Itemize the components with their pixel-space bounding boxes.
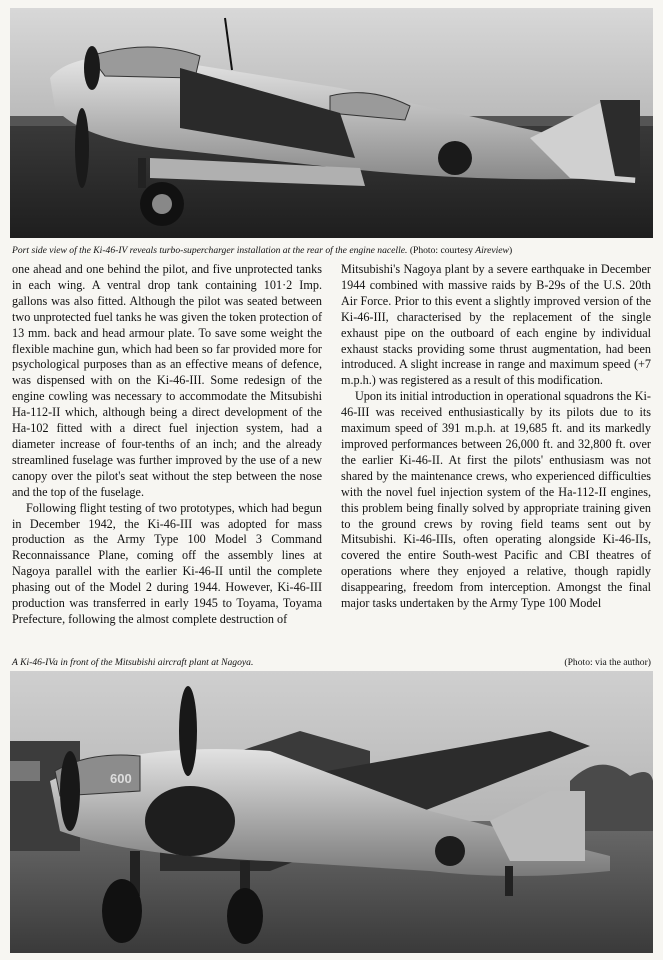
top-caption-credit-suffix: ) (508, 245, 513, 256)
left-paragraph-2: Following flight testing of two prototypes, which had begun in December 1942, the Ki-46-III was adopted for mass production as the Army Type 100 Model 3 Command Reconnaissance Plane, coming off the assembly lines at Nagoya parallel with the earlier Ki-46-II until the complete phasing out of the Model 2 during 1944. However, Ki-46-III production was transferred in early 1945 to Toyama, Toyama Prefecture, following the almost complete destruction of (12, 500, 322, 626)
article-right-column (341, 262, 651, 612)
top-caption-credit-prefix: (Photo: courtesy (409, 245, 473, 256)
top-caption-text: Port side view of the Ki-46-IV reveals turbo-supercharger installation at the rear of the engine nacelle. (12, 245, 408, 256)
right-paragraph-2: Upon its initial introduction in operational squadrons the Ki-46-III was received enthusiastically by its pilots due to its maximum speed of 391 m.p.h. at 19,685 ft. and its markedly improved performances between 26,000 ft. and 32,800 ft. over the earlier Ki-46-II. At first the pilots' enthusiasm was not shared by the maintenance crews, who experienced difficulties with the novel fuel injection system of the Ha-112-II engines, this problem being finally solved by appropriate training given to the ground crews by roving field teams sent out by Mitsubishi. Ki-46-IIIs, often operating alongside Ki-46-IIs, covered the entire South-west Pacific and CBI theatres of operations where they enjoyed a relative, though rapidly disappearing, freedom from interception. Amongst the final major tasks undertaken by the Army Type 100 Model (341, 389, 651, 611)
left-paragraph-1: one ahead and one behind the pilot, and five unprotected tanks in each wing. A ventral drop tank containing 101·2 Imp. gallons was also fitted. Although the pilot was seated between two unprotected fuel tanks he was given the token protection of 13 mm. back and head armour plate. To save some weight the flexible machine gun, which had been so far provided more for psychological purposes than as an effective means of defence, was dispensed with on the Ki-46-III. Some redesign of the engine cowling was necessary to accommodate the Mitsubishi Ha-112-II which, although being a direct development of the Ha-102 fitted with a direct fuel injection system, had a diameter increase of four-tenths of an inch; and the already streamlined fuselage was further improved by the use of a new canopy over the pilot's seat without the step between the nose and the top of the fuselage. (12, 262, 323, 499)
bottom-photo-credit: (Photo: via the author) (564, 657, 651, 668)
top-photo-caption (12, 245, 652, 257)
top-caption-credit-name: Aireview (475, 245, 509, 256)
article-left-column (12, 262, 322, 628)
bottom-photo-caption: A Ki-46-IVa in front of the Mitsubishi aircraft plant at Nagoya. (12, 657, 254, 668)
ki-46-iv-side-view-image (10, 8, 653, 238)
right-paragraph-1: Mitsubishi's Nagoya plant by a severe earthquake in December 1944 combined with massive raids by B-29s of the U.S. 20th Air Force. Prior to this event a slightly improved version of the Ki-46-III, characterised by the replacement of the single exhaust pipe on the outboard of each engine by individual exhaust stacks providing some thrust augmentation, had been introduced. A slight increase in range and maximum speed (+7 m.p.h.) was registered as a result of this modification. (341, 262, 651, 388)
fuselage-number: 600 (110, 771, 132, 786)
bottom-aircraft-photo (10, 671, 653, 953)
top-aircraft-photo (10, 8, 653, 238)
ki-46-iva-front-quarter-image (10, 671, 653, 953)
